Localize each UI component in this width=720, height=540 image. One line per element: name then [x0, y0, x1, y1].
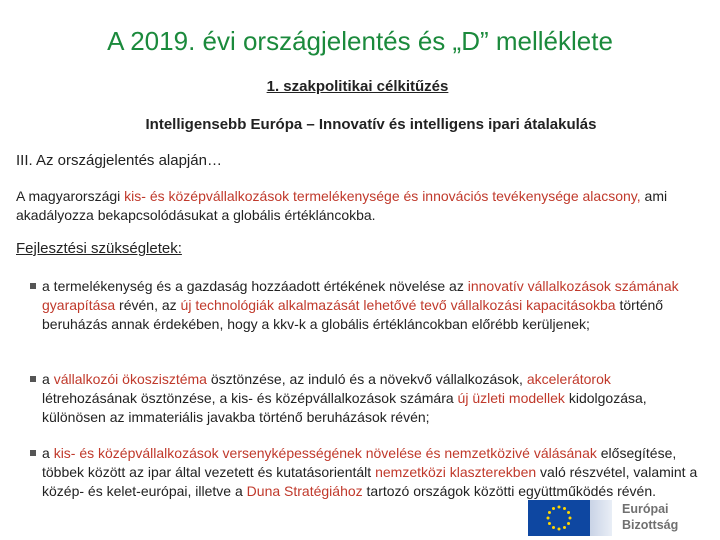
- list-item-text: [42, 277, 706, 334]
- logo-separator: [590, 500, 612, 536]
- intro-highlight: kis- és középvállalkozások termelékenysége és innovációs tevékenysége alacsony,: [124, 188, 641, 204]
- text-run: ösztönzése, az induló és a növekvő vállalkozások,: [206, 371, 527, 387]
- bullet-square-icon: [30, 450, 36, 456]
- highlight-run: akcelerátorok: [526, 371, 611, 387]
- intro-text: A magyarországi: [16, 188, 125, 204]
- text-run: a: [42, 371, 54, 387]
- list-item: [16, 277, 706, 334]
- eu-star-icon: [563, 526, 566, 529]
- logo-line-2: Bizottság: [622, 518, 679, 532]
- logo-name: [622, 501, 678, 533]
- highlight-run: új üzleti modellek: [457, 390, 565, 406]
- eu-star-icon: [547, 517, 550, 520]
- text-run: révén, az: [115, 297, 181, 313]
- text-run: létrehozásának ösztönzése, a kis- és középvállalkozások számára: [42, 390, 458, 406]
- text-run: kidolgozása, különösen az immateriális javakba történő beruházások révén;: [42, 390, 647, 425]
- eu-star-icon: [548, 511, 551, 514]
- text-run: való részvétel, valamint a közép- és kelet-európai, illetve a: [42, 464, 698, 499]
- bullet-square-icon: [30, 376, 36, 382]
- european-commission-logo: [528, 500, 716, 536]
- eu-star-icon: [569, 517, 572, 520]
- logo-line-1: Európai: [622, 502, 669, 516]
- page-title: A 2019. évi országjelentés és „D” melléklete: [107, 26, 613, 56]
- text-run: a termelékenység és a gazdaság hozzáadott értékének növelése az: [42, 278, 468, 294]
- eu-star-icon: [552, 526, 555, 529]
- intro-paragraph: [16, 187, 706, 225]
- text-run: a: [42, 445, 54, 461]
- intro-text-end: ami akadályozza bekapcsolódásukat a globális értékláncokba.: [16, 188, 668, 223]
- eu-star-icon: [558, 528, 561, 531]
- highlight-run: kis- és középvállalkozások versenyképességének növelése és nemzetközivé válásának: [53, 445, 597, 461]
- eu-stars-icon: [528, 500, 590, 536]
- highlight-run: vállalkozói ökoszisztéma: [53, 371, 207, 387]
- text-run: történő beruházás annak érdekében, hogy a kkv-k a globális értékláncokban előrébb kerüljenek;: [42, 297, 664, 332]
- list-item-text: [42, 444, 706, 501]
- policy-objective-subtitle: 1. szakpolitikai célkitűzés: [266, 78, 449, 95]
- section-label: III. Az országjelentés alapján…: [16, 152, 222, 169]
- bullet-square-icon: [30, 283, 36, 289]
- eu-star-icon: [552, 507, 555, 510]
- needs-label: Fejlesztési szükségletek:: [16, 240, 182, 257]
- highlight-run: Duna Stratégiához: [246, 483, 363, 499]
- eu-star-icon: [558, 506, 561, 509]
- highlight-run: innovatív vállalkozások számának gyarapítása: [42, 278, 679, 313]
- text-run: elősegítése, többek között az ipar által vezetett és kutatásorientált: [42, 445, 677, 480]
- eu-flag-icon: [528, 500, 590, 536]
- eu-star-icon: [563, 507, 566, 510]
- list-item: [16, 444, 706, 501]
- eu-star-icon: [548, 522, 551, 525]
- highlight-run: nemzetközi klaszterekben: [375, 464, 537, 480]
- list-item: [16, 370, 706, 427]
- highlight-run: új technológiák alkalmazását lehetővé tevő vállalkozási kapacitásokba: [180, 297, 616, 313]
- text-run: tartozó országok közötti együttműködés révén.: [362, 483, 657, 499]
- section-heading: Intelligensebb Európa – Innovatív és intelligens ipari átalakulás: [145, 116, 597, 133]
- list-item-text: [42, 370, 706, 427]
- eu-star-icon: [567, 522, 570, 525]
- eu-star-icon: [567, 511, 570, 514]
